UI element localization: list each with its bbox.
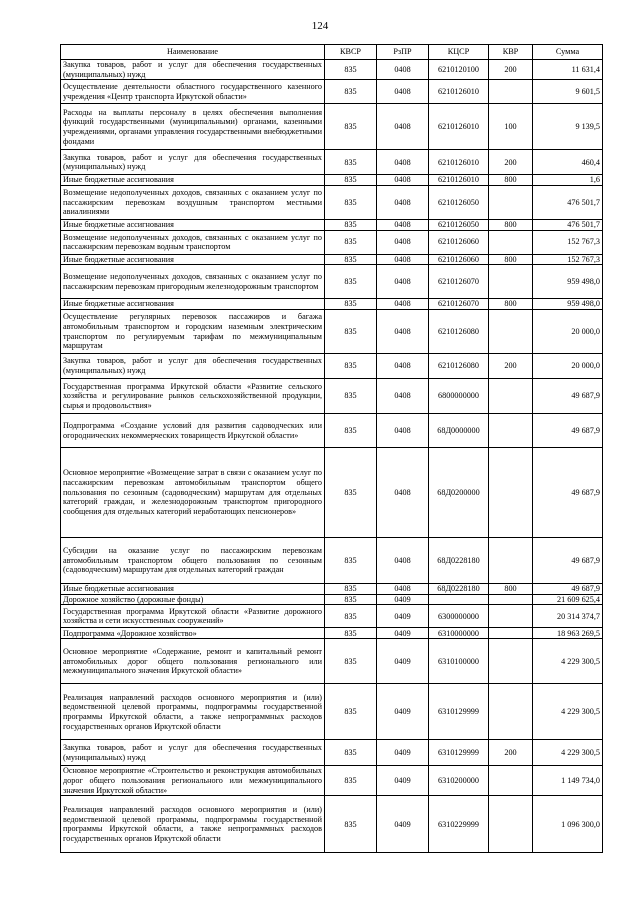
row-kcsr: 68Д0200000	[429, 448, 489, 538]
table-row	[61, 80, 603, 104]
row-name: Закупка товаров, работ и услуг для обеспечения государственных (муниципальных) нужд	[61, 740, 325, 766]
row-kvr: 100	[489, 104, 533, 150]
row-kvr	[489, 605, 533, 628]
row-kvr: 800	[489, 220, 533, 231]
row-sum: 20 000,0	[533, 310, 603, 354]
row-rzpr: 0408	[377, 220, 429, 231]
row-sum: 1 096 300,0	[533, 796, 603, 853]
row-kcsr: 6310129999	[429, 740, 489, 766]
row-name: Подпрограмма «Создание условий для развития садоводческих или огороднических некоммерческих товариществ Иркутской области»	[61, 414, 325, 448]
row-rzpr: 0408	[377, 310, 429, 354]
row-sum: 18 963 269,5	[533, 628, 603, 639]
row-kvsr: 835	[325, 104, 377, 150]
header-kvsr: КВСР	[325, 45, 377, 60]
row-name: Возмещение недополученных доходов, связанных с оказанием услуг по пассажирским перевозкам пригородным железнодорожным транспортом	[61, 265, 325, 299]
row-name: Осуществление регулярных перевозок пассажиров и багажа автомобильным транспортом и городским наземным электрическим транспортом по регулируемым тарифам по межмуниципальным маршрутам	[61, 310, 325, 354]
row-kcsr: 6800000000	[429, 379, 489, 414]
row-sum: 9 601,5	[533, 80, 603, 104]
row-name: Реализация направлений расходов основного мероприятия и (или) ведомственной целевой программы, подпрограммы государственной программы Иркутской области, а также непрограммных расходов государственных органов Иркутской области	[61, 684, 325, 740]
row-rzpr: 0408	[377, 448, 429, 538]
row-name: Иные бюджетные ассигнования	[61, 584, 325, 595]
header-kvr: КВР	[489, 45, 533, 60]
row-kvr: 800	[489, 299, 533, 310]
row-kvsr: 835	[325, 639, 377, 684]
row-kvr	[489, 538, 533, 584]
row-sum: 4 229 300,5	[533, 639, 603, 684]
row-kvsr: 835	[325, 740, 377, 766]
row-name: Основное мероприятие «Строительство и реконструкция автомобильных дорог общего пользования регионального или межмуниципального значения Иркутской области»	[61, 766, 325, 796]
table-row	[61, 796, 603, 853]
row-name: Иные бюджетные ассигнования	[61, 299, 325, 310]
row-sum: 49 687,9	[533, 538, 603, 584]
header-sum: Сумма	[533, 45, 603, 60]
row-rzpr: 0408	[377, 299, 429, 310]
row-name: Иные бюджетные ассигнования	[61, 254, 325, 265]
row-kvr: 800	[489, 175, 533, 186]
row-name: Закупка товаров, работ и услуг для обеспечения государственных (муниципальных) нужд	[61, 150, 325, 175]
table-row	[61, 639, 603, 684]
row-name: Субсидии на оказание услуг по пассажирским перевозкам автомобильным транспортом общего пользования по сезонным (садоводческим) маршрутам для отдельных категорий граждан	[61, 538, 325, 584]
table-row	[61, 584, 603, 595]
table-row	[61, 538, 603, 584]
row-sum: 21 609 625,4	[533, 594, 603, 605]
row-kvr	[489, 628, 533, 639]
row-kvsr: 835	[325, 538, 377, 584]
row-rzpr: 0409	[377, 796, 429, 853]
row-kcsr: 6310229999	[429, 796, 489, 853]
row-name: Возмещение недополученных доходов, связанных с оказанием услуг по пассажирским перевозкам водным транспортом	[61, 230, 325, 254]
row-kvr: 800	[489, 584, 533, 595]
row-rzpr: 0409	[377, 766, 429, 796]
row-kvr	[489, 448, 533, 538]
row-kcsr: 6310200000	[429, 766, 489, 796]
row-kvr: 200	[489, 60, 533, 80]
table-row	[61, 379, 603, 414]
row-kvr: 800	[489, 254, 533, 265]
row-rzpr: 0408	[377, 175, 429, 186]
header-rzpr: РзПР	[377, 45, 429, 60]
row-name: Подпрограмма «Дорожное хозяйство»	[61, 628, 325, 639]
row-sum: 9 139,5	[533, 104, 603, 150]
row-kvr: 200	[489, 740, 533, 766]
row-kvsr: 835	[325, 379, 377, 414]
table-row	[61, 254, 603, 265]
row-rzpr: 0408	[377, 104, 429, 150]
row-sum: 49 687,9	[533, 584, 603, 595]
row-name: Закупка товаров, работ и услуг для обеспечения государственных (муниципальных) нужд	[61, 60, 325, 80]
table-row	[61, 740, 603, 766]
row-sum: 959 498,0	[533, 299, 603, 310]
row-sum: 152 767,3	[533, 254, 603, 265]
row-kvr	[489, 684, 533, 740]
row-kvsr: 835	[325, 60, 377, 80]
row-sum: 476 501,7	[533, 186, 603, 220]
row-sum: 476 501,7	[533, 220, 603, 231]
row-kcsr: 6210126010	[429, 104, 489, 150]
row-kcsr: 6210126050	[429, 186, 489, 220]
row-name: Иные бюджетные ассигнования	[61, 175, 325, 186]
row-sum: 460,4	[533, 150, 603, 175]
row-rzpr: 0409	[377, 605, 429, 628]
table-row	[61, 299, 603, 310]
row-kvsr: 835	[325, 628, 377, 639]
row-kcsr: 68Д0228180	[429, 584, 489, 595]
row-kcsr: 68Д0228180	[429, 538, 489, 584]
row-kcsr: 6210126080	[429, 310, 489, 354]
row-kvr: 200	[489, 150, 533, 175]
row-kcsr: 6210126060	[429, 254, 489, 265]
row-sum: 49 687,9	[533, 414, 603, 448]
row-name: Возмещение недополученных доходов, связанных с оказанием услуг по пассажирским перевозкам воздушным транспортом местными авиалиниями	[61, 186, 325, 220]
row-kcsr: 6210126010	[429, 175, 489, 186]
row-name: Расходы на выплаты персоналу в целях обеспечения выполнения функций государственными (муниципальными) органами, казенными учреждениями, органами управления государственными внебюджетными фондами	[61, 104, 325, 150]
row-kvsr: 835	[325, 684, 377, 740]
row-sum: 1 149 734,0	[533, 766, 603, 796]
row-sum: 1,6	[533, 175, 603, 186]
row-kcsr	[429, 594, 489, 605]
row-kvsr: 835	[325, 354, 377, 379]
row-name: Закупка товаров, работ и услуг для обеспечения государственных (муниципальных) нужд	[61, 354, 325, 379]
budget-table	[60, 44, 603, 853]
row-sum: 20 000,0	[533, 354, 603, 379]
row-kvr	[489, 766, 533, 796]
row-kvr	[489, 379, 533, 414]
row-kvr	[489, 796, 533, 853]
row-name: Государственная программа Иркутской области «Развитие сельского хозяйства и регулирование рынков сельскохозяйственной продукции, сырья и продовольствия»	[61, 379, 325, 414]
row-kvsr: 835	[325, 230, 377, 254]
header-kcsr: КЦСР	[429, 45, 489, 60]
row-rzpr: 0408	[377, 60, 429, 80]
row-kvsr: 835	[325, 584, 377, 595]
row-kvr	[489, 414, 533, 448]
row-rzpr: 0408	[377, 414, 429, 448]
row-kvr	[489, 230, 533, 254]
row-kvr	[489, 310, 533, 354]
row-kvr	[489, 186, 533, 220]
row-kvsr: 835	[325, 414, 377, 448]
table-row	[61, 60, 603, 80]
row-rzpr: 0409	[377, 628, 429, 639]
row-name: Основное мероприятие «Возмещение затрат в связи с оказанием услуг по пассажирским перевозкам автомобильным транспортом общего пользования по сезонным (садоводческим) маршрутам для отдельных категорий граждан, и железнодорожным транспортом пригородного сообщения для отдельных категорий неработающих пенсионеров»	[61, 448, 325, 538]
table-row	[61, 186, 603, 220]
row-name: Осуществление деятельности областного государственного казенного учреждения «Центр транспорта Иркутской области»	[61, 80, 325, 104]
row-kcsr: 6210126060	[429, 230, 489, 254]
row-kvsr: 835	[325, 80, 377, 104]
row-kvsr: 835	[325, 186, 377, 220]
table-row	[61, 354, 603, 379]
row-kvsr: 835	[325, 175, 377, 186]
row-name: Государственная программа Иркутской области «Развитие дорожного хозяйства и сети искусственных сооружений»	[61, 605, 325, 628]
row-kcsr: 6210120100	[429, 60, 489, 80]
row-sum: 49 687,9	[533, 379, 603, 414]
row-kvsr: 835	[325, 796, 377, 853]
table-row	[61, 104, 603, 150]
row-sum: 4 229 300,5	[533, 740, 603, 766]
row-rzpr: 0408	[377, 538, 429, 584]
table-row	[61, 414, 603, 448]
row-kvsr: 835	[325, 265, 377, 299]
row-rzpr: 0408	[377, 186, 429, 220]
row-kvsr: 835	[325, 310, 377, 354]
row-name: Иные бюджетные ассигнования	[61, 220, 325, 231]
table-row	[61, 766, 603, 796]
row-kvsr: 835	[325, 299, 377, 310]
table-row	[61, 594, 603, 605]
row-kvr	[489, 80, 533, 104]
row-kvsr: 835	[325, 766, 377, 796]
row-kvsr: 835	[325, 448, 377, 538]
row-rzpr: 0408	[377, 254, 429, 265]
row-kcsr: 6210126010	[429, 80, 489, 104]
table-row	[61, 448, 603, 538]
table-row	[61, 310, 603, 354]
row-kvsr: 835	[325, 594, 377, 605]
row-kcsr: 6210126070	[429, 265, 489, 299]
row-kcsr: 6310100000	[429, 639, 489, 684]
row-rzpr: 0408	[377, 354, 429, 379]
table-row	[61, 220, 603, 231]
row-kvr: 200	[489, 354, 533, 379]
row-kvr	[489, 594, 533, 605]
table-row	[61, 150, 603, 175]
row-sum: 49 687,9	[533, 448, 603, 538]
row-kcsr: 6210126050	[429, 220, 489, 231]
row-kvsr: 835	[325, 254, 377, 265]
row-sum: 152 767,3	[533, 230, 603, 254]
row-rzpr: 0409	[377, 594, 429, 605]
row-rzpr: 0408	[377, 150, 429, 175]
row-rzpr: 0408	[377, 265, 429, 299]
row-rzpr: 0408	[377, 584, 429, 595]
row-kvsr: 835	[325, 605, 377, 628]
row-rzpr: 0408	[377, 80, 429, 104]
row-rzpr: 0409	[377, 684, 429, 740]
row-rzpr: 0408	[377, 379, 429, 414]
row-name: Основное мероприятие «Содержание, ремонт и капитальный ремонт автомобильных дорог общего пользования регионального или межмуниципального значения Иркутской области»	[61, 639, 325, 684]
row-rzpr: 0408	[377, 230, 429, 254]
table-header-row	[61, 45, 603, 60]
table-row	[61, 628, 603, 639]
row-sum: 4 229 300,5	[533, 684, 603, 740]
row-kcsr: 6210126070	[429, 299, 489, 310]
table-row	[61, 175, 603, 186]
table-row	[61, 684, 603, 740]
row-kcsr: 6300000000	[429, 605, 489, 628]
row-sum: 11 631,4	[533, 60, 603, 80]
row-kvr	[489, 265, 533, 299]
row-kvsr: 835	[325, 150, 377, 175]
table-row	[61, 265, 603, 299]
row-name: Дорожное хозяйство (дорожные фонды)	[61, 594, 325, 605]
row-kvsr: 835	[325, 220, 377, 231]
header-name: Наименование	[61, 45, 325, 60]
row-kvr	[489, 639, 533, 684]
table-row	[61, 605, 603, 628]
row-sum: 959 498,0	[533, 265, 603, 299]
row-kcsr: 68Д0000000	[429, 414, 489, 448]
row-sum: 20 314 374,7	[533, 605, 603, 628]
row-kcsr: 6310000000	[429, 628, 489, 639]
row-kcsr: 6310129999	[429, 684, 489, 740]
row-kcsr: 6210126080	[429, 354, 489, 379]
row-name: Реализация направлений расходов основного мероприятия и (или) ведомственной целевой программы, подпрограммы государственной программы Иркутской области, а также непрограммных расходов государственных органов Иркутской области	[61, 796, 325, 853]
row-rzpr: 0409	[377, 740, 429, 766]
table-row	[61, 230, 603, 254]
row-kcsr: 6210126010	[429, 150, 489, 175]
row-rzpr: 0409	[377, 639, 429, 684]
page-number: 124	[311, 20, 329, 32]
